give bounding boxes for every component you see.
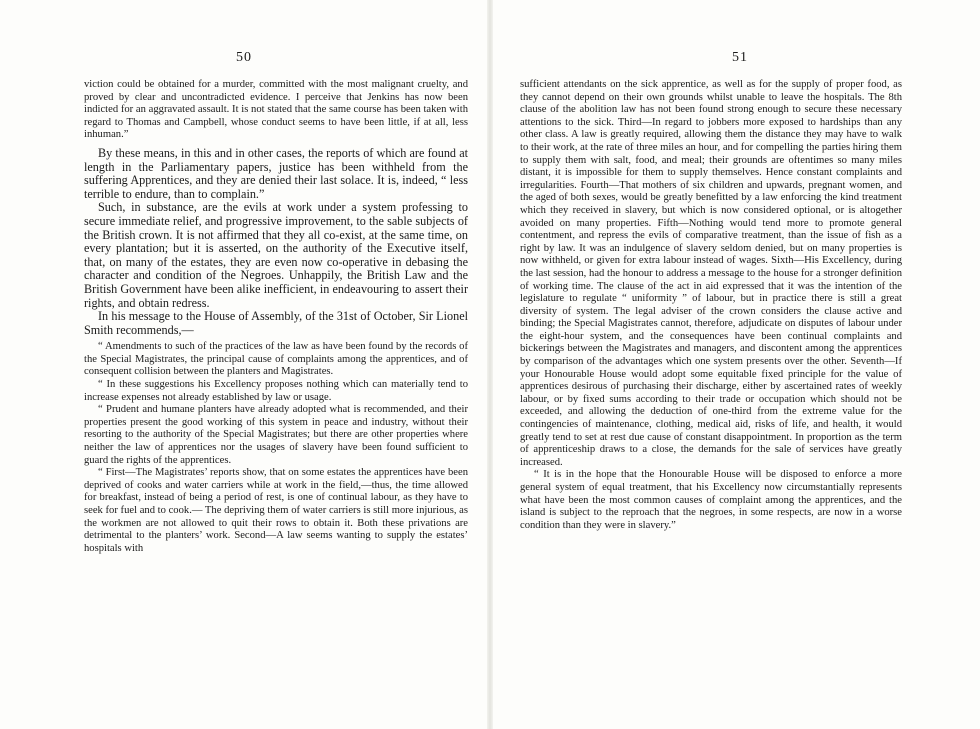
paragraph-such-in-substance: Such, in substance, are the evils at work under a system professing to secure immediate relief, and progressive improvement, to the sable subjects of the British crown. It is not affirmed that they all co-exist, at the same time, on every plantation; but it is asserted, on the authority of the Executive itself, that, on many of the estates, they are even now co-operative in debasing the character and condition of the Negroes. Unhappily, the British Law and the British Government have been alike inefficient, in endeavouring to assert their rights, and obtain redress. — [84, 200, 468, 310]
quote-honourable-house: “ It is in the hope that the Honourable House will be disposed to enforce a more general system of equal treatment, that his Excellency now circumstantially represents what have been the most common causes of complaint among the apprentices, and the island is subject to the reproach that the negroes, in some respects, are now in a worse condition than they were in slavery.” — [520, 469, 902, 531]
paragraph-sufficient-attendants: sufficient attendants on the sick apprentice, as well as for the supply of proper food, as they cannot depend on their own grounds whilst unable to leave the hospitals. The 8th clause of the abolition law has not been found strong enough to secure these necessary attentions to the sick. Third—In regard to jobbers more exposed to hardships than any other class. A law is greatly required, allowing them the distance they may have to walk to their work, at the rate of three miles an hour, and for compelling the parties hiring them to supply them with salt, food, and meal; their grounds are oftentimes so many miles distant, it is impossible for them to supply themselves. Hence constant complaints and irregularities. Fourth—That mothers of six children and upwards, pregnant women, and the aged of both sexes, would be greatly benefitted by a law enforcing the kind treatment which they received in slavery, but which is now considered optional, or is altogether avoided on many properties. Fifth—Nothing would tend more to promote general contentment, and repress the evils of comparative treatment, than the issue of fish as a right by law. It was an indulgence of slavery seldom denied, but on many properties is now withheld, or given for extra labour instead of wages. Sixth—His Excellency, during the last session, had the honour to address a message to the house for a stronger definition of working time. The clause of the act in aid expressed that it was the intention of the legislature to regulate “ uniformity ” of labour, but in practice there is still a great diversity of system. The legal adviser of the crown considers the clause active and binding; the Special Magistrates cannot, therefore, adjudicate on disputes of labour under the eight-hour system, and the consequences have been continual complaints and bickerings between the Magistrates and managers, and discontent among the apprentices by comparison of the advantages which one system presents over the other. Seventh—If your Honourable House would adopt some equitable fixed principle for the value of apprentices desirous of purchasing their discharge, either by ascertained rates of weekly labour, or by fixed sums according to their trade or occupation which should not be exceeded, and allowing the deduction of one-third from the extreme value for the contingencies of maintenance, clothing, medical aid, risks of life, and health, it would greatly tend to set at rest due cause of constant disappointment. In proportion as the term of apprenticeship draws to a close, the demands for the sale of services have greatly increased. — [520, 79, 902, 468]
paragraph-conviction: viction could be obtained for a murder, committed with the most malignant cruelty, and proved by clear and uncontradicted evidence. I perceive that Jenkins has now been indicted for an aggravated assault. It is not stated that the same course has been taken with regard to Thomas and Campbell, whose conduct seems to have been little, if at all, less inhuman.” — [84, 79, 468, 141]
paragraph-by-these-means: By these means, in this and in other cases, the reports of which are found at length in the Parliamentary papers, justice has been withheld from the suffering Apprentices, and they are denied their last solace. It is, indeed, “ less terrible to endure, than to complain.” — [84, 145, 468, 201]
quote-suggestions: “ In these suggestions his Excellency proposes nothing which can materially tend to increase expenses not already established by law or usage. — [84, 379, 468, 403]
left-page-text — [84, 79, 468, 555]
quote-amendments: “ Amendments to such of the practices of the law as have been found by the records of the Special Magistrates, the principal cause of complaints among the apprentices, and of consequent collision between the planters and Magistrates. — [84, 341, 468, 378]
right-page — [490, 0, 980, 729]
quote-prudent-planters: “ Prudent and humane planters have already adopted what is recommended, and their properties present the good working of this system in peace and industry, without their resorting to the authority of the Special Magistrates; but there are other properties where neither the law of apprentices nor the usages of slavery have been found sufficient to guard the rights of the apprentices. — [84, 404, 468, 466]
paragraph-message: In his message to the House of Assembly, of the 31st of October, Sir Lionel Smith recommends,— — [84, 309, 468, 337]
page-number-right: 51 — [732, 50, 748, 65]
page-number-left: 50 — [236, 50, 252, 65]
quote-first-second: “ First—The Magistrates’ reports show, that on some estates the apprentices have been deprived of cooks and water carriers while at work in the field,—thus, the time allowed for breakfast, instead of being a period of rest, is one of continual labour, as they have to seek for fuel and to cook.— The depriving them of water carriers is still more injurious, as the workmen are not allowed to quit their rows to obtain it. Both these privations are detrimental to the planters’ work. Second—A law seems wanting to supply the estates’ hospitals with — [84, 467, 468, 554]
right-page-text — [520, 79, 902, 532]
